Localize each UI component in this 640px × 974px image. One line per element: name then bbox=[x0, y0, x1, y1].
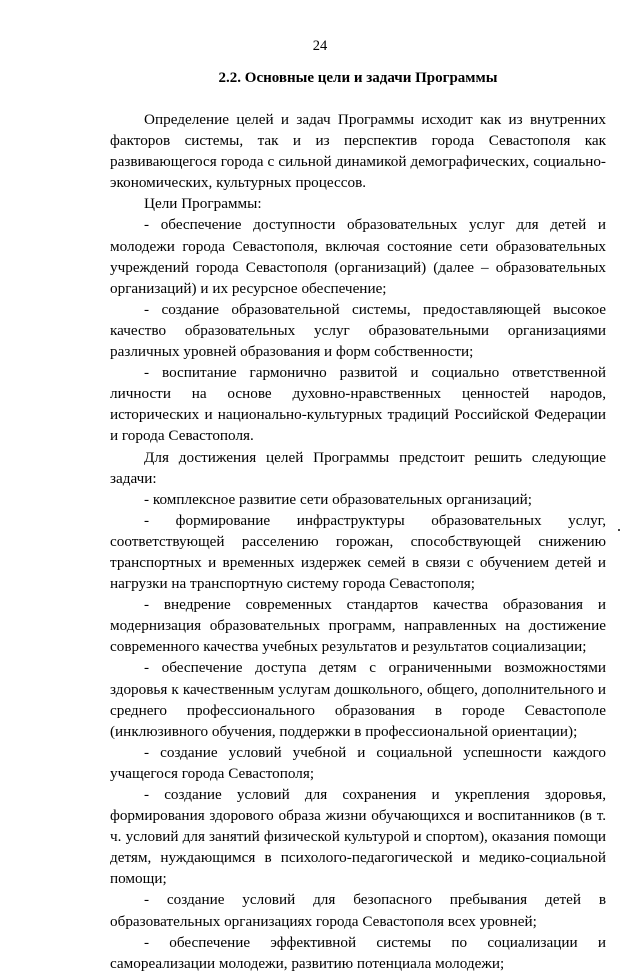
document-body bbox=[110, 109, 606, 974]
paragraph-goals-label: Цели Программы: bbox=[144, 195, 262, 213]
task-item: - формирование инфраструктуры образовательных услуг, соответствующей расселению горожан, способствующей снижению транспортных и временных издержек семей в связи с обучением детей и нагрузки на транспортную систему города Севастополя; bbox=[110, 511, 606, 593]
paragraph-tasks-label: Для достижения целей Программы предстоит решить следующие задачи: bbox=[110, 448, 606, 487]
goal-item: - создание образовательной системы, предоставляющей высокое качество образовательных услуг образовательными организациями различных уровней образования и форм собственности; bbox=[110, 300, 606, 361]
goal-item: - воспитание гармонично развитой и социально ответственной личности на основе духовно-нравственных ценностей народов, исторических и национально-культурных традиций Российской Федерации и города Севастополя. bbox=[110, 364, 606, 445]
goal-item: - обеспечение доступности образовательных услуг для детей и молодежи города Севастополя, включая состояние сети образовательных учреждений города Севастополя (организаций) (далее – образовательных организаций) и их ресурсное обеспечение; bbox=[110, 216, 606, 297]
page-number: 24 bbox=[312, 38, 328, 54]
task-item: - комплексное развитие сети образовательных организаций; bbox=[144, 490, 533, 508]
task-item: - создание условий учебной и социальной успешности каждого учащегося города Севастополя; bbox=[110, 743, 606, 782]
task-item: - создание условий для безопасного пребывания детей в образовательных организациях города Севастополя всех уровней; bbox=[110, 891, 606, 930]
section-heading: 2.2. Основные цели и задачи Программы bbox=[218, 70, 498, 86]
task-item: - внедрение современных стандартов качества образования и модернизация образовательных программ, направленных на достижение современного качества учебных результатов и результатов социализации; bbox=[110, 596, 606, 656]
task-item: - создание условий для сохранения и укрепления здоровья, формирования здорового образа жизни обучающихся и воспитанников (в т. ч. условий для занятий физической культурой и спортом), оказания помощи детям, нуждающимся в психолого-педагогической и медико-социальной помощи; bbox=[110, 786, 606, 888]
task-item: - обеспечение эффективной системы по социализации и самореализации молодежи, развитию потенциала молодежи; bbox=[110, 933, 606, 972]
scan-speck bbox=[618, 529, 620, 531]
paragraph-intro: Определение целей и задач Программы исходит как из внутренних факторов системы, так и из перспектив города Севастополя как развивающегося города с сильной динамикой демографических, социально-экономических, культурных процессов. bbox=[110, 111, 606, 192]
task-item: - обеспечение доступа детям с ограниченными возможностями здоровья к качественным услугам дошкольного, общего, дополнительного и среднего профессионального образования в городе Севастополе (инклюзивного обучения, поддержки в профессиональной ориентации); bbox=[110, 659, 606, 740]
